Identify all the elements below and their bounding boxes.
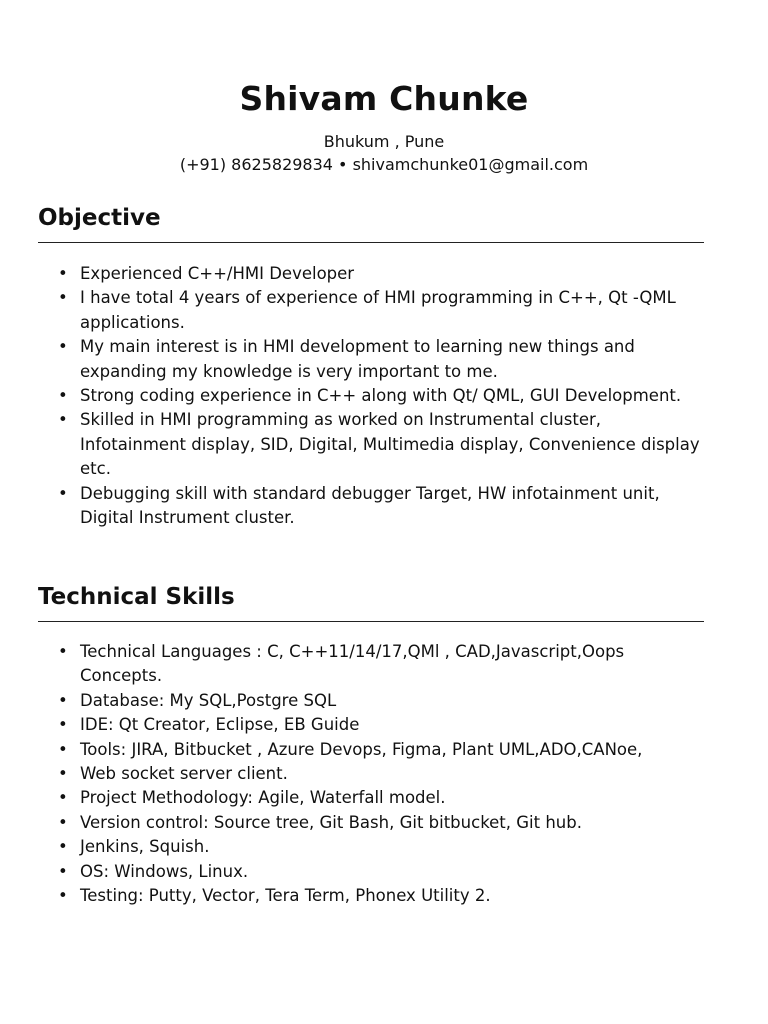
technical-skills-section [38,582,704,908]
bullet-icon: • [58,764,68,784]
skill-item [38,713,704,737]
objective-item [38,262,704,286]
objective-heading: Objective [38,205,161,231]
technical-skills-heading: Technical Skills [38,584,235,610]
bullet-icon: • [58,715,68,735]
skill-item [38,811,704,835]
bullet-icon: • [58,264,68,283]
skill-item-text: IDE: Qt Creator, Eclipse, EB Guide [80,715,360,735]
skill-item-text: OS: Windows, Linux. [80,861,249,881]
objective-item-text: Strong coding experience in C++ along with Qt/ QML, GUI Development. [80,386,682,406]
technical-skills-divider [38,621,704,622]
skill-item [38,835,704,859]
resume-header [0,78,768,177]
objective-item-text: Skilled in HMI programming as worked on Instrumental cluster, Infotainment display, SID, Digital, Multimedia display, Convenience display etc. [80,410,700,479]
objective-list [38,262,704,530]
bullet-icon: • [58,690,68,710]
bullet-icon: • [58,410,68,430]
bullet-icon: • [58,483,68,503]
bullet-icon: • [58,886,68,906]
candidate-contact: (+91) 8625829834 • shivamchunke01@gmail.com [179,155,589,174]
skill-item-text: Tools: JIRA, Bitbucket , Azure Devops, Figma, Plant UML,ADO,CANoe, [80,739,643,759]
skill-item [38,640,704,689]
objective-item [38,286,704,335]
objective-item-text: Experienced C++/HMI Developer [80,264,355,283]
objective-section [38,203,704,530]
skill-item-text: Testing: Putty, Vector, Tera Term, Phonex Utility 2. [80,886,491,906]
objective-item-text: Debugging skill with standard debugger Target, HW infotainment unit, Digital Instrument cluster. [80,483,660,528]
bullet-icon: • [58,288,68,308]
bullet-icon: • [58,861,68,881]
skill-item [38,860,704,884]
bullet-icon: • [58,812,68,832]
candidate-location: Bhukum , Pune [323,132,445,151]
bullet-icon: • [58,788,68,808]
objective-divider [38,242,704,243]
skill-item [38,786,704,810]
objective-item [38,408,704,481]
objective-item [38,384,704,408]
bullet-icon: • [58,642,68,661]
bullet-icon: • [58,837,68,857]
skill-item-text: Database: My SQL,Postgre SQL [80,690,337,710]
skill-item-text: Technical Languages : C, C++11/14/17,QMl , CAD,Javascript,Oops Concepts. [80,642,625,686]
skill-item [38,689,704,713]
objective-item [38,482,704,531]
bullet-icon: • [58,739,68,759]
objective-item [38,335,704,384]
bullet-icon: • [58,337,68,357]
skill-item-text: Jenkins, Squish. [80,837,210,857]
objective-item-text: My main interest is in HMI development to learning new things and expanding my knowledge is very important to me. [80,337,635,381]
skill-item-text: Project Methodology: Agile, Waterfall model. [80,788,446,808]
skill-item-text: Web socket server client. [80,764,288,784]
skill-item [38,762,704,786]
skill-item [38,884,704,908]
bullet-icon: • [58,386,68,406]
skill-item [38,738,704,762]
technical-skills-list [38,640,704,908]
objective-item-text: I have total 4 years of experience of HMI programming in C++, Qt -QML applications. [80,288,676,332]
candidate-name: Shivam Chunke [239,79,529,118]
skill-item-text: Version control: Source tree, Git Bash, Git bitbucket, Git hub. [80,812,582,832]
